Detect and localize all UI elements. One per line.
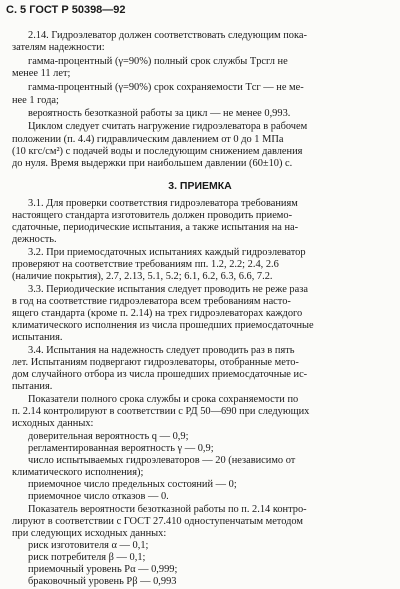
text-line: положении (п. 4.4) гидравлическим давлением от 0 до 1 МПа xyxy=(12,134,284,145)
text-line: приемочный уровень Pα — 0,999; xyxy=(28,564,178,575)
text-line: исходных данных: xyxy=(12,418,94,429)
text-line: проверяют на соответствие требованиям пп. 1.2, 2.2; 2.4, 2.6 xyxy=(12,259,279,270)
text-line: зателям надежности: xyxy=(12,42,105,53)
text-line: Показатель вероятности безотказной работы по п. 2.14 контро- xyxy=(28,504,307,515)
text-line: браковочный уровень Pβ — 0,993 xyxy=(28,576,177,587)
text-line: нее 1 года; xyxy=(12,95,59,106)
text-line: 2.14. Гидроэлеватор должен соответствовать следующим пока- xyxy=(28,30,307,41)
text-line: число испытываемых гидроэлеваторов — 20 (независимо от xyxy=(28,455,296,466)
text-line: до нуля. Время выдержки при наибольшем давлении (60±10) с. xyxy=(12,158,293,169)
text-line: 3.2. При приемосдаточных испытаниях каждый гидроэлеватор xyxy=(28,247,306,258)
text-line: риск потребителя β — 0,1; xyxy=(28,552,146,563)
text-line: дом случайного отбора из числа прошедших приемосдаточные ис- xyxy=(12,369,308,380)
text-line: 3.1. Для проверки соответствия гидроэлеватора требованиям xyxy=(28,198,298,209)
text-line: дежность. xyxy=(12,234,57,245)
page-header: С. 5 ГОСТ Р 50398—92 xyxy=(6,4,126,16)
text-line: риск изготовителя α — 0,1; xyxy=(28,540,149,551)
text-line: Циклом следует считать нагружение гидроэлеватора в рабочем xyxy=(28,121,308,132)
text-line: приемочное число предельных состояний — 0; xyxy=(28,479,237,490)
text-line: менее 11 лет; xyxy=(12,68,71,79)
section-heading: 3. ПРИЕМКА xyxy=(168,180,232,192)
text-line: гамма-процентный (γ=90%) полный срок службы Tрсгл не xyxy=(28,56,288,67)
text-line: 3.3. Периодические испытания следует проводить не реже раза xyxy=(28,284,308,295)
text-line: ящего стандарта (кроме п. 2.14) на трех гидроэлеваторах каждого xyxy=(12,308,303,319)
text-line: настоящего стандарта изготовитель должен проводить приемо- xyxy=(12,210,293,221)
text-line: климатического исполнения); xyxy=(12,467,144,478)
text-line: (10 кгс/см²) с подачей воды и последующим снижением давления xyxy=(12,146,303,157)
text-line: климатического исполнения из числа прошедших приемосдаточные xyxy=(12,320,314,331)
text-line: Показатели полного срока службы и срока сохраняемости по xyxy=(28,394,299,405)
text-line: (наличие покрытия), 2.7, 2.13, 5.1, 5.2; 6.1, 6.2, 6.3, 6.6, 7.2. xyxy=(12,271,273,282)
text-line: регламентированная вероятность γ — 0,9; xyxy=(28,443,214,454)
text-line: в год на соответствие гидроэлеватора всем требованиям насто- xyxy=(12,296,291,307)
text-line: 3.4. Испытания на надежность следует проводить раз в пять xyxy=(28,345,295,356)
text-line: приемочное число отказов — 0. xyxy=(28,491,169,502)
text-line: лет. Испытаниям подвергают гидроэлеваторы, отобранные мето- xyxy=(12,357,299,368)
text-line: гамма-процентный (γ=90%) срок сохраняемости Tсг — не ме- xyxy=(28,82,304,93)
text-line: доверительная вероятность q — 0,9; xyxy=(28,431,189,442)
text-line: при следующих исходных данных: xyxy=(12,528,167,539)
text-line: п. 2.14 контролируют в соответствии с РД 50—690 при следующих xyxy=(12,406,310,417)
text-line: испытания. xyxy=(12,332,63,343)
text-line: вероятность безотказной работы за цикл — не менее 0,993. xyxy=(28,108,291,119)
text-line: сдаточные, периодические испытания, а также испытания на на- xyxy=(12,222,299,233)
text-line: пытания. xyxy=(12,381,53,392)
text-line: лируют в соответствии с ГОСТ 27.410 одноступенчатым методом xyxy=(12,516,303,527)
